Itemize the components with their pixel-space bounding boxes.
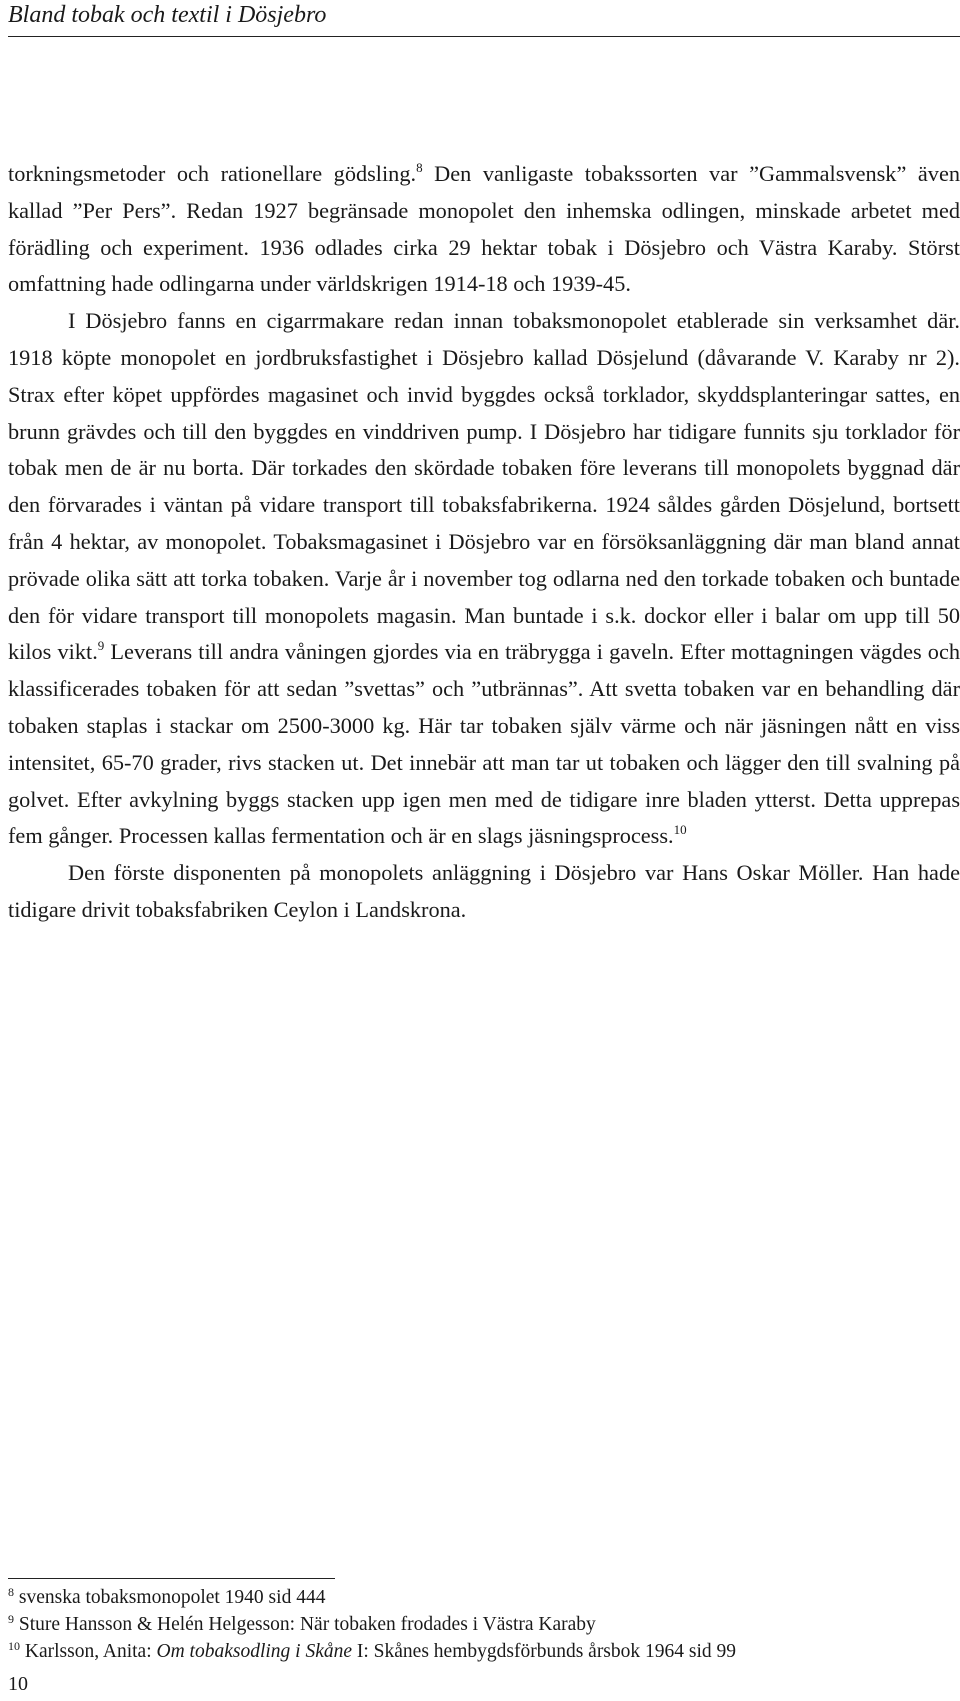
footnote [8,1638,736,1665]
header-divider [8,36,960,37]
footnote-title: Om tobaksodling i Skåne [156,1641,353,1662]
text-run: torkningsmetoder och rationellare gödsling. [8,161,417,186]
footnote-ref: 8 [416,160,423,175]
footnote [8,1611,736,1638]
text-run: I Dösjebro fanns en cigarrmakare redan innan tobaksmonopolet etablerade sin verksamhet där. 1918 köpte monopolet en jordbruksfastighet i Dösjebro kallad Dösjelund (dåvarande V. Karaby nr 2). Strax efter köpet uppfördes magasinet och invid byggdes också torklador, skyddsplanteringar sattes, en brunn grävdes och till den byggdes en vinddriven pump. I Dösjebro har tidigare funnits sju torklador för tobak men de är nu borta. Där torkades den skördade tobaken före leverans till monopolets byggnad där den förvarades i väntan på vidare transport till tobaksfabrikerna. 1924 såldes gården Dösjelund, bortsett från 4 hektar, av monopolet. Tobaksmagasinet i Dösjebro var en försöksanläggning där man bland annat prövade olika sätt att torka tobaken. Varje år i november tog odlarna ned den torkade tobaken och buntade den för vidare transport till monopolets magasin. Man buntade i s.k. dockor eller i balar om upp till 50 kilos vikt. [8,308,960,665]
paragraph [8,855,960,929]
page-number: 10 [8,1673,28,1695]
footnote-text: I: Skånes hembygdsförbunds årsbok 1964 sid 99 [352,1641,737,1662]
footnote-number: 10 [8,1639,20,1653]
footnote-number: 8 [8,1585,14,1599]
footnote-number: 9 [8,1612,14,1626]
text-run: Den vanligaste tobakssorten var ”Gammalsvensk” även kallad ”Per Pers”. Redan 1927 begränsade monopolet den inhemska odlingen, minskade arbetet med förädling och experiment. 1936 odlades cirka 29 hektar tobak i Dösjebro och Västra Karaby. Störst omfattning hade odlingarna under världskrigen 1914-18 och 1939-45. [8,161,960,297]
footnotes [8,1584,736,1665]
footnote-text: Karlsson, Anita: [24,1641,157,1662]
footnote-ref: 9 [97,638,105,654]
footnote-divider [8,1578,335,1579]
footnote [8,1584,736,1611]
text-run: Den förste disponenten på monopolets anläggning i Dösjebro var Hans Oskar Möller. Han hade tidigare drivit tobaksfabriken Ceylon i Landskrona. [8,860,960,922]
text-run: Leverans till andra våningen gjordes via en träbrygga i gaveln. Efter mottagningen vägdes och klassificerades tobaken för att sedan ”svettas” och ”utbrännas”. Att svetta tobaken var en behandling där tobaken staplas i stackar om 2500-3000 kg. Här tar tobaken själv värme och när jäsningen nått en viss intensitet, 65-70 grader, rivs stacken ut. Det innebär att man tar ut tobaken och lägger den till svalning på golvet. Efter avkylning byggs stacken upp igen men med de tidigare inre bladen ytterst. Detta upprepas fem gånger. Processen kallas fermentation och är en slags jäsningsprocess. [8,639,960,849]
footnote-ref: 10 [673,822,687,838]
footnote-text: svenska tobaksmonopolet 1940 sid 444 [18,1587,326,1608]
paragraph [8,303,960,855]
body-text [8,156,960,929]
paragraph [8,156,960,303]
running-header: Bland tobak och textil i Dösjebro [8,2,327,28]
footnote-text: Sture Hansson & Helén Helgesson: När tobaken frodades i Västra Karaby [18,1614,596,1635]
